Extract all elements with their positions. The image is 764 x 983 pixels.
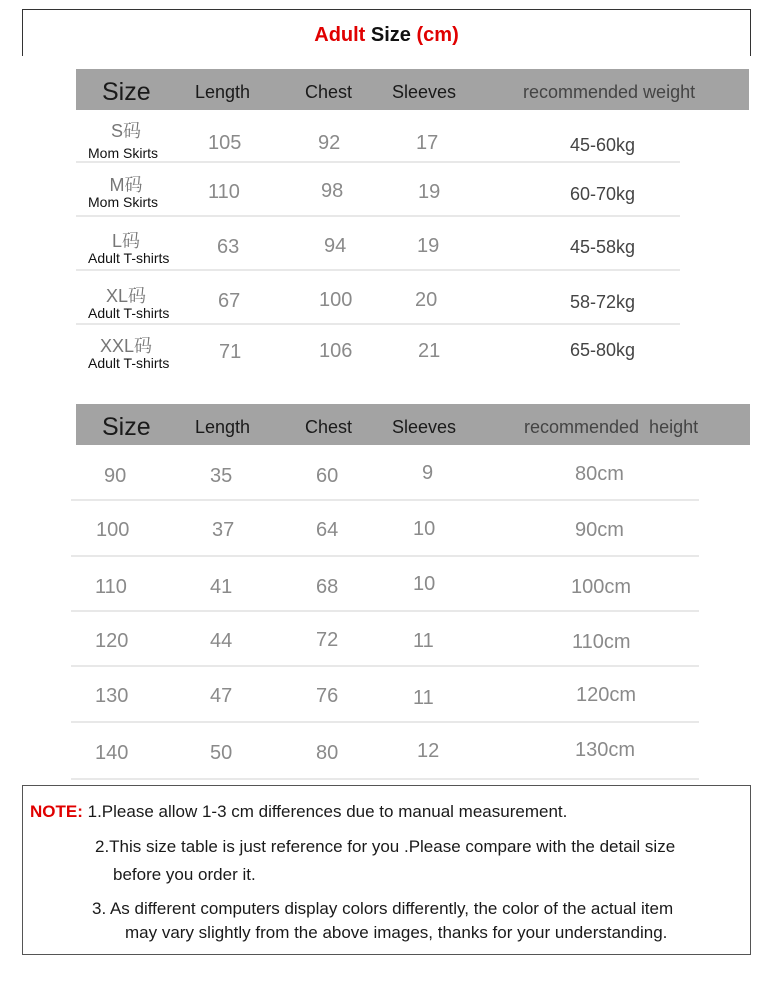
size-label: XXL码 [99,336,153,356]
note-label: NOTE: [30,802,83,821]
adult-table-header [76,69,749,110]
length-value: 50 [210,742,233,764]
weight-value: 45-60kg [570,135,636,155]
height-value: 100cm [571,576,632,598]
header-chest: Chest [305,417,353,437]
sleeves-value: 21 [418,340,441,362]
size-value: 140 [95,742,129,764]
header-length: Length [195,82,251,102]
header-recommended-height: recommended height [524,417,699,437]
table-row [76,271,680,325]
header-size: Size [102,78,151,106]
sleeves-value: 10 [413,518,436,540]
height-value: 80cm [575,463,624,485]
table-row [71,612,699,667]
table-row [71,445,699,501]
chest-value: 80 [316,742,339,764]
length-value: 71 [219,341,242,363]
size-label: S码 [110,121,141,141]
sleeves-value: 9 [422,462,434,484]
title-unit: (cm) [416,24,459,46]
length-value: 37 [212,519,235,541]
length-value: 44 [210,630,233,652]
size-label: M码 [109,175,143,195]
length-value: 63 [217,236,240,258]
sleeves-value: 11 [413,630,434,652]
header-sleeves: Sleeves [392,417,457,437]
weight-value: 58-72kg [570,292,636,312]
chest-value: 60 [316,465,339,487]
size-category: Adult T-shirts [88,250,170,266]
note-line-2a: 2.This size table is just reference for you .Please compare with the detail size [95,837,676,856]
table-row [71,723,699,780]
note-line-3b: may vary slightly from the above images, thanks for your understanding. [125,923,668,942]
note-line-3a: 3. As different computers display colors differently, the color of the actual item [92,899,674,918]
chest-value: 68 [316,576,339,598]
height-value: 90cm [575,519,624,541]
sleeves-value: 10 [413,573,436,595]
size-category: Adult T-shirts [88,355,170,371]
chest-value: 76 [316,685,339,707]
chest-value: 94 [324,235,347,257]
chest-value: 100 [319,289,353,311]
size-label: L码 [111,231,140,251]
length-value: 35 [210,465,233,487]
note-text-1: 1.Please allow 1-3 cm differences due to manual measurement. [87,802,568,821]
weight-value: 65-80kg [570,340,636,360]
header-length: Length [195,417,251,437]
size-value: 130 [95,685,129,707]
note-line-2b: before you order it. [113,865,256,884]
size-value: 90 [104,465,127,487]
sleeves-value: 20 [415,289,438,311]
length-value: 41 [210,576,233,598]
sleeves-value: 12 [417,740,440,762]
size-value: 110 [95,576,127,598]
length-value: 47 [210,685,233,707]
table-row [71,667,699,723]
sleeves-value: 11 [413,687,434,709]
chest-value: 98 [321,180,344,202]
note-line-1 [30,802,567,822]
header-chest: Chest [305,82,353,102]
weight-value: 60-70kg [570,184,636,204]
height-value: 120cm [576,684,637,706]
sleeves-value: 17 [416,132,439,154]
chest-value: 106 [319,340,353,362]
table-row [71,501,699,557]
length-value: 105 [208,132,242,154]
size-value: 120 [95,630,129,652]
header-size: Size [102,413,151,441]
table-row [76,110,680,163]
size-category: Adult T-shirts [88,305,170,321]
sleeves-value: 19 [417,235,440,257]
header-sleeves: Sleeves [392,82,457,102]
chest-value: 92 [318,132,341,154]
sleeves-value: 19 [418,181,441,203]
table-row [76,217,680,271]
title-size: Size [370,24,411,46]
length-value: 67 [218,290,241,312]
chest-value: 72 [316,629,339,651]
title-adult: Adult [314,24,366,46]
chest-value: 64 [316,519,339,541]
size-value: 100 [96,519,130,541]
size-category: Mom Skirts [88,194,158,210]
table-row [76,325,680,375]
length-value: 110 [208,181,240,203]
height-value: 130cm [575,739,636,761]
kids-table-header [76,404,750,445]
title-box [22,9,751,56]
size-category: Mom Skirts [88,145,158,161]
table-row [71,557,699,612]
header-recommended-weight: recommended weight [523,82,696,102]
weight-value: 45-58kg [570,237,636,257]
size-label: XL码 [105,286,147,306]
height-value: 110cm [572,631,631,653]
table-row [76,163,680,217]
page-title [23,24,750,47]
note-box [22,785,751,955]
